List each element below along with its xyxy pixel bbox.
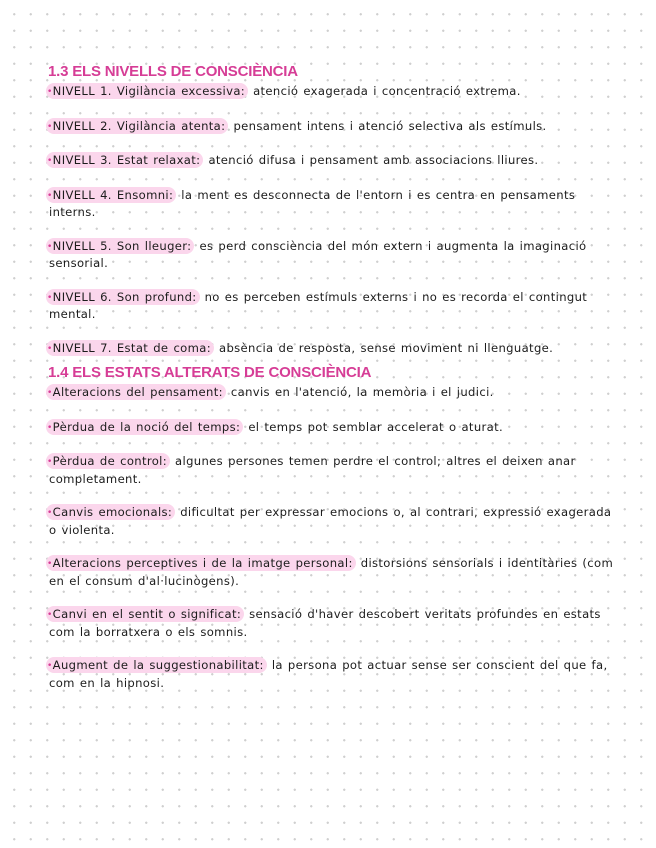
term-highlight — [46, 340, 214, 356]
list-item — [45, 152, 616, 170]
item-description: no es perceben estímuls externs i no es recorda el contingut mental. — [49, 289, 588, 321]
bullet-icon: • — [47, 610, 53, 620]
bullet-icon: • — [47, 241, 53, 252]
list-item — [45, 289, 616, 323]
item-term: NIVELL 5. Son lleuger: — [52, 238, 192, 253]
item-term: NIVELL 7. Estat de coma: — [52, 340, 211, 355]
bullet-icon: • — [47, 156, 53, 166]
term-highlight — [46, 453, 170, 469]
item-term: Alteracions del pensament: — [52, 385, 223, 399]
bullet-icon: • — [47, 661, 53, 671]
term-highlight — [46, 187, 176, 203]
term-highlight — [46, 606, 244, 622]
list-item — [45, 340, 616, 358]
term-highlight — [46, 384, 226, 400]
list-item — [45, 419, 616, 437]
list-item — [45, 384, 616, 402]
list-item — [45, 187, 616, 221]
item-term: NIVELL 4. Ensomni: — [52, 187, 174, 202]
term-highlight — [46, 83, 248, 99]
item-description: algunes persones temen perdre el control; altres el deixen anar completament. — [49, 454, 576, 486]
item-description: absència de resposta, sense moviment ni llenguatge. — [213, 340, 554, 355]
bullet-icon: • — [47, 508, 53, 518]
item-description: es perd consciència del món extern i augmenta la imaginació sensorial. — [49, 238, 587, 270]
term-highlight — [46, 504, 175, 520]
term-highlight — [46, 152, 203, 168]
list-item — [45, 504, 616, 538]
list-item — [45, 657, 616, 691]
list-item — [45, 118, 616, 136]
item-description: pensament intens i atenció selectiva als estímuls. — [228, 118, 547, 133]
item-term: Pèrdua de control: — [52, 454, 168, 468]
item-term: Canvis emocionals: — [52, 505, 173, 519]
bullet-icon: • — [47, 87, 53, 97]
list-item — [45, 555, 616, 589]
term-highlight — [46, 289, 200, 305]
item-description: atenció exagerada i concentració extrema. — [248, 84, 521, 98]
item-term: Canvi en el sentit o significat: — [52, 607, 242, 621]
bullet-icon: • — [47, 559, 53, 569]
term-highlight — [46, 555, 356, 571]
term-highlight — [46, 419, 243, 435]
section-title-nivells: 1.3 ELS NIVELLS DE CONSCIÈNCIA — [48, 63, 298, 80]
bullet-icon: • — [47, 292, 53, 303]
item-term: NIVELL 6. Son profund: — [52, 289, 197, 304]
term-highlight — [46, 118, 228, 134]
item-term: Augment de la suggestionabilitat: — [52, 658, 264, 672]
list-item — [45, 453, 616, 487]
item-description: dificultat per expressar emocions o, al contrari, expressió exagerada o violenta. — [49, 505, 612, 537]
item-description: el temps pot semblar accelerat o aturat. — [243, 419, 504, 434]
bullet-icon: • — [47, 190, 53, 201]
bullet-icon: • — [47, 121, 53, 132]
item-description: atenció difusa i pensament amb associacions lliures. — [203, 153, 539, 167]
section-title-estats-alterats: 1.4 ELS ESTATS ALTERATS DE CONSCIÈNCIA — [48, 364, 372, 381]
item-term: Pèrdua de la noció del temps: — [52, 419, 241, 434]
item-term: Alteracions perceptives i de la imatge personal: — [52, 556, 353, 570]
bullet-icon: • — [47, 457, 53, 467]
term-highlight — [46, 238, 194, 254]
item-term: NIVELL 1. Vigilància excessiva: — [52, 84, 246, 98]
item-term: NIVELL 2. Vigilància atenta: — [52, 118, 226, 133]
term-highlight — [46, 657, 267, 673]
item-description: la ment es desconnecta de l'entorn i es centra en pensaments interns. — [49, 187, 576, 219]
item-term: NIVELL 3. Estat relaxat: — [52, 153, 201, 167]
list-item — [45, 83, 616, 101]
bullet-icon: • — [47, 422, 53, 433]
item-description: distorsions sensorials i identitàries (com en el consum d'al·lucinògens). — [49, 556, 614, 588]
item-description: la persona pot actuar sense ser conscient del que fa, com en la hipnosi. — [49, 658, 608, 690]
bullet-icon: • — [47, 343, 53, 354]
item-description: sensació d'haver descobert veritats profundes en estats com la borratxera o els somnis. — [49, 607, 601, 639]
list-item — [45, 606, 616, 640]
bullet-icon: • — [47, 388, 53, 398]
list-item — [45, 238, 616, 272]
item-description: canvis en l'atenció, la memòria i el judici. — [225, 385, 494, 399]
